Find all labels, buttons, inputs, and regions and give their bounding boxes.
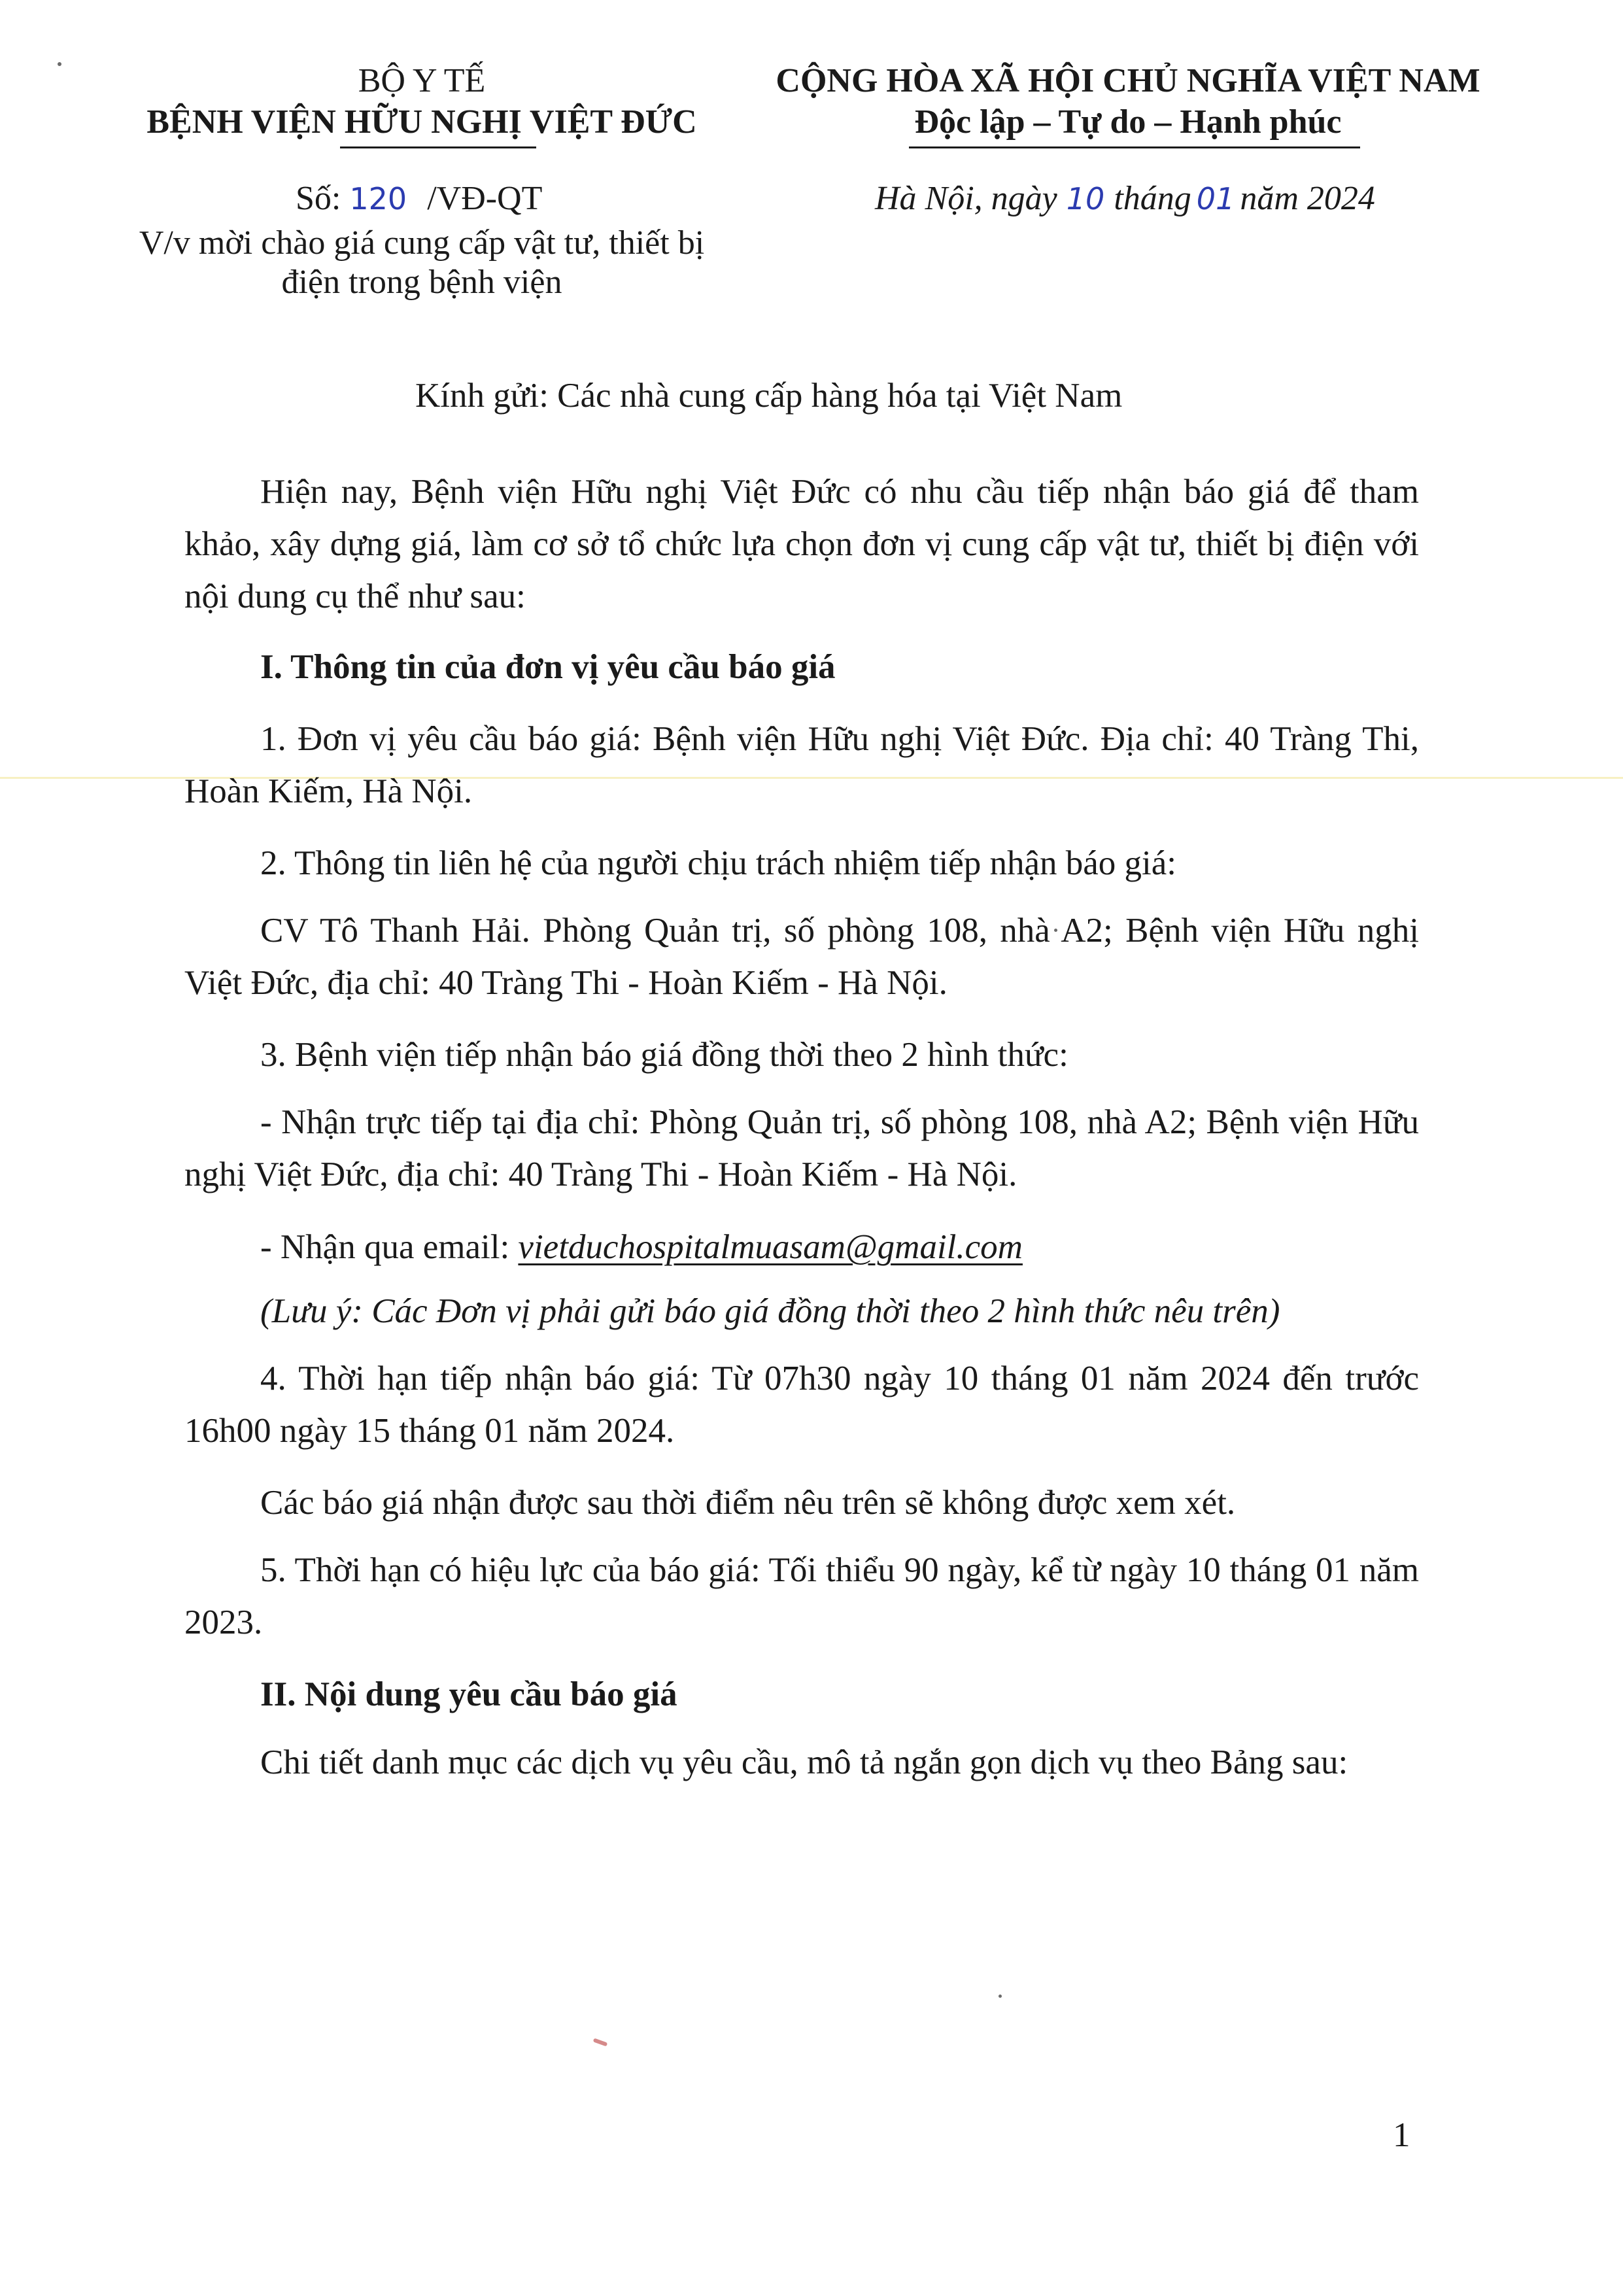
section-1-item-1: 1. Đơn vị yêu cầu báo giá: Bệnh viện Hữu nghị Việt Đức. Địa chỉ: 40 Tràng Thi, Hoàn Kiếm, Hà Nội. bbox=[184, 720, 1419, 810]
section-1-item-4: 4. Thời hạn tiếp nhận báo giá: Từ 07h30 ngày 10 tháng 01 năm 2024 đến trước 16h00 ngày 15 tháng 01 năm 2024. bbox=[184, 1360, 1419, 1450]
section-2-title: II. Nội dung yêu cầu báo giá bbox=[260, 1675, 677, 1713]
number-prefix: Số: bbox=[296, 180, 341, 217]
intro-paragraph: Hiện nay, Bệnh viện Hữu nghị Việt Đức có nhu cầu tiếp nhận báo giá để tham khảo, xây dựng giá, làm cơ sở tổ chức lựa chọn đơn vị cung cấp vật tư, thiết bị điện với nội dung cụ thể như sau: bbox=[184, 473, 1419, 615]
scan-speck bbox=[593, 2038, 608, 2046]
hospital-underline bbox=[340, 146, 536, 148]
recipient-line: Kính gửi: Các nhà cung cấp hàng hóa tại Việt Nam bbox=[415, 377, 1123, 415]
issue-date bbox=[875, 178, 1375, 220]
date-prefix: Hà Nội, ngày bbox=[875, 180, 1057, 217]
section-1-item-2: 2. Thông tin liên hệ của người chịu trách nhiệm tiếp nhận báo giá: bbox=[260, 844, 1177, 882]
hospital-name: BỆNH VIỆN HỮU NGHỊ VIỆT ĐỨC bbox=[146, 103, 697, 141]
date-month-label: tháng bbox=[1114, 180, 1191, 217]
subject-line-2: điện trong bệnh viện bbox=[281, 264, 562, 301]
ministry-name: BỘ Y TẾ bbox=[358, 62, 486, 99]
email-link[interactable]: vietduchospitalmuasam@gmail.com bbox=[518, 1228, 1023, 1266]
handwritten-month: 01 bbox=[1196, 181, 1235, 216]
date-suffix: năm 2024 bbox=[1240, 180, 1375, 217]
section-1-item-3: 3. Bệnh viện tiếp nhận báo giá đồng thời theo 2 hình thức: bbox=[260, 1036, 1068, 1074]
national-motto: Độc lập – Tự do – Hạnh phúc bbox=[914, 103, 1342, 141]
section-1-item-3-direct: - Nhận trực tiếp tại địa chỉ: Phòng Quản trị, số phòng 108, nhà A2; Bệnh viện Hữu nghị Việt Đức, địa chỉ: 40 Tràng Thi - Hoàn Kiếm - Hà Nội. bbox=[184, 1103, 1419, 1193]
subject-line-1: V/v mời chào giá cung cấp vật tư, thiết bị bbox=[139, 224, 705, 262]
section-1-title: I. Thông tin của đơn vị yêu cầu báo giá bbox=[260, 648, 836, 686]
motto-underline bbox=[909, 146, 1360, 148]
number-suffix: /VĐ-QT bbox=[427, 180, 543, 217]
handwritten-day: 10 bbox=[1066, 181, 1105, 216]
section-1-email-line bbox=[260, 1224, 1023, 1270]
email-prefix: - Nhận qua email: bbox=[260, 1228, 510, 1266]
section-1-item-5: 5. Thời hạn có hiệu lực của báo giá: Tối thiểu 90 ngày, kể từ ngày 10 tháng 01 năm 2023. bbox=[184, 1551, 1419, 1641]
section-1-item-4-note: Các báo giá nhận được sau thời điểm nêu trên sẽ không được xem xét. bbox=[260, 1484, 1236, 1522]
section-1-item-2-detail: CV Tô Thanh Hải. Phòng Quản trị, số phòng 108, nhà A2; Bệnh viện Hữu nghị Việt Đức, địa chỉ: 40 Tràng Thi - Hoàn Kiếm - Hà Nội. bbox=[184, 912, 1419, 1002]
scan-speck bbox=[999, 1995, 1002, 1998]
page-number: 1 bbox=[1393, 2116, 1410, 2154]
section-2-text: Chi tiết danh mục các dịch vụ yêu cầu, mô tả ngắn gọn dịch vụ theo Bảng sau: bbox=[260, 1743, 1348, 1781]
handwritten-number: 120 bbox=[349, 181, 407, 216]
country-name: CỘNG HÒA XÃ HỘI CHỦ NGHĨA VIỆT NAM bbox=[776, 62, 1480, 99]
scan-speck bbox=[58, 62, 61, 66]
section-1-note: (Lưu ý: Các Đơn vị phải gửi báo giá đồng thời theo 2 hình thức nêu trên) bbox=[260, 1292, 1280, 1330]
document-number bbox=[296, 178, 542, 220]
